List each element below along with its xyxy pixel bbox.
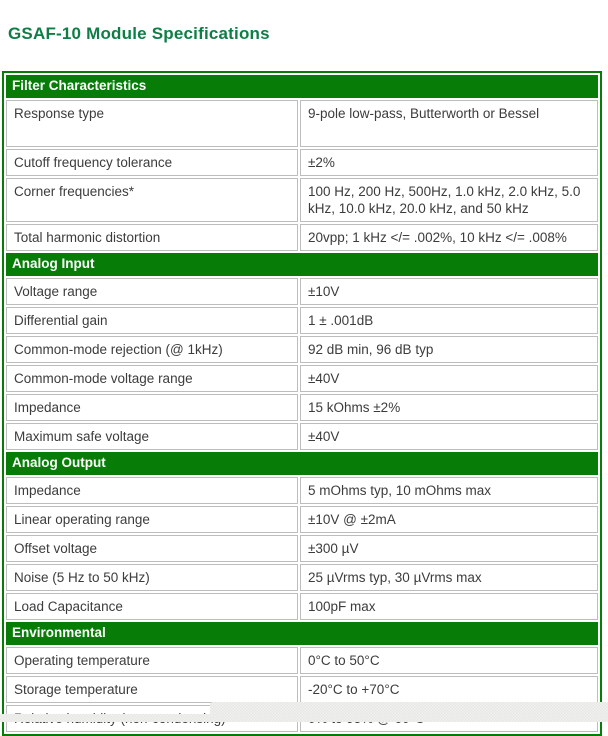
spec-value-differential-gain: 1 ± .001dB bbox=[300, 307, 598, 334]
spec-value-storage-temperature: -20°C to +70°C bbox=[300, 676, 598, 703]
spec-value-impedance: 5 mOhms typ, 10 mOhms max bbox=[300, 477, 598, 504]
bottom-left-gray-overlay bbox=[0, 714, 212, 722]
table-row bbox=[6, 365, 598, 392]
spec-label-linear-operating-range: Linear operating range bbox=[6, 506, 298, 533]
spec-value-operating-temperature: 0°C to 50°C bbox=[300, 647, 598, 674]
spec-label-corner-frequencies: Corner frequencies* bbox=[6, 178, 298, 222]
spec-table-body bbox=[6, 75, 598, 732]
section-header-analog-output: Analog Output bbox=[6, 452, 598, 475]
spec-value-load-capacitance: 100pF max bbox=[300, 593, 598, 620]
spec-label-cutoff-frequency-tolerance: Cutoff frequency tolerance bbox=[6, 149, 298, 176]
spec-value-offset-voltage: ±300 µV bbox=[300, 535, 598, 562]
spec-label-impedance: Impedance bbox=[6, 394, 298, 421]
table-row bbox=[6, 100, 598, 147]
table-row bbox=[6, 535, 598, 562]
spec-label-storage-temperature: Storage temperature bbox=[6, 676, 298, 703]
spec-label-impedance: Impedance bbox=[6, 477, 298, 504]
table-row bbox=[6, 394, 598, 421]
table-row bbox=[6, 149, 598, 176]
spec-value-common-mode-voltage-range: ±40V bbox=[300, 365, 598, 392]
spec-value-common-mode-rejection-1khz: 92 dB min, 96 dB typ bbox=[300, 336, 598, 363]
spec-label-common-mode-rejection-1khz: Common-mode rejection (@ 1kHz) bbox=[6, 336, 298, 363]
section-header-row bbox=[6, 75, 598, 98]
table-row bbox=[6, 178, 598, 222]
table-row bbox=[6, 423, 598, 450]
specifications-table bbox=[2, 71, 602, 736]
section-header-environmental: Environmental bbox=[6, 622, 598, 645]
spec-label-maximum-safe-voltage: Maximum safe voltage bbox=[6, 423, 298, 450]
table-row bbox=[6, 336, 598, 363]
spec-value-corner-frequencies: 100 Hz, 200 Hz, 500Hz, 1.0 kHz, 2.0 kHz, 5.0 kHz, 10.0 kHz, 20.0 kHz, and 50 kHz bbox=[300, 178, 598, 222]
spec-value-impedance: 15 kOhms ±2% bbox=[300, 394, 598, 421]
table-row bbox=[6, 506, 598, 533]
table-row bbox=[6, 564, 598, 591]
spec-label-response-type: Response type bbox=[6, 100, 298, 147]
section-header-row bbox=[6, 622, 598, 645]
table-row bbox=[6, 224, 598, 251]
table-row bbox=[6, 278, 598, 305]
table-row bbox=[6, 307, 598, 334]
spec-label-load-capacitance: Load Capacitance bbox=[6, 593, 298, 620]
spec-value-voltage-range: ±10V bbox=[300, 278, 598, 305]
table-row bbox=[6, 593, 598, 620]
spec-label-noise-5-hz-to-50-khz: Noise (5 Hz to 50 kHz) bbox=[6, 564, 298, 591]
spec-value-linear-operating-range: ±10V @ ±2mA bbox=[300, 506, 598, 533]
spec-value-maximum-safe-voltage: ±40V bbox=[300, 423, 598, 450]
spec-label-offset-voltage: Offset voltage bbox=[6, 535, 298, 562]
table-row bbox=[6, 676, 598, 703]
bottom-right-gray-overlay bbox=[210, 702, 608, 722]
spec-value-noise-5-hz-to-50-khz: 25 µVrms typ, 30 µVrms max bbox=[300, 564, 598, 591]
table-row bbox=[6, 647, 598, 674]
section-header-row bbox=[6, 452, 598, 475]
spec-value-cutoff-frequency-tolerance: ±2% bbox=[300, 149, 598, 176]
section-header-analog-input: Analog Input bbox=[6, 253, 598, 276]
spec-value-response-type: 9-pole low-pass, Butterworth or Bessel bbox=[300, 100, 598, 147]
spec-label-operating-temperature: Operating temperature bbox=[6, 647, 298, 674]
section-header-row bbox=[6, 253, 598, 276]
spec-label-differential-gain: Differential gain bbox=[6, 307, 298, 334]
section-header-filter-characteristics: Filter Characteristics bbox=[6, 75, 598, 98]
table-row bbox=[6, 477, 598, 504]
spec-label-common-mode-voltage-range: Common-mode voltage range bbox=[6, 365, 298, 392]
spec-value-total-harmonic-distortion: 20vpp; 1 kHz </= .002%, 10 kHz </= .008% bbox=[300, 224, 598, 251]
page-title: GSAF-10 Module Specifications bbox=[8, 24, 270, 43]
spec-label-total-harmonic-distortion: Total harmonic distortion bbox=[6, 224, 298, 251]
spec-label-voltage-range: Voltage range bbox=[6, 278, 298, 305]
